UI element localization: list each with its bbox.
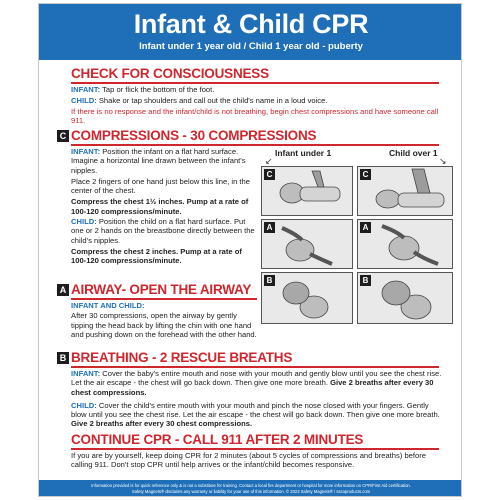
col-head-infant: Infant under 1 <box>275 148 332 158</box>
consciousness-rule <box>71 82 439 84</box>
content <box>39 60 462 480</box>
breathing-child-label: CHILD: <box>71 400 97 410</box>
page-subtitle: Infant under 1 year old / Child 1 year old - puberty <box>139 41 363 52</box>
continue-text: If you are by yourself, keep doing CPR for 2 minutes (about 5 cycles of compressions and breaths) before calling 911. Don't stop CPR until help arrives or the infant/child becomes responsive. <box>71 451 426 470</box>
consciousness-warning: If there is no response and the infant/child is not breathing, begin chest compressions and have someone call 911. <box>71 106 439 125</box>
footer <box>39 480 462 497</box>
airway-title: AIRWAY- OPEN THE AIRWAY <box>71 282 252 297</box>
infant-breathing-illustration <box>262 273 353 324</box>
panel-c-infant <box>261 166 353 216</box>
continue-rule <box>71 448 439 450</box>
arrow-down-left-icon: ↙ <box>265 156 273 166</box>
compressions-child-text: Position the child on a flat hard surface. Put one or 2 hands on the breastbone directly between the child's nipples. <box>71 217 255 245</box>
compressions-rule <box>71 144 439 146</box>
panel-a-infant-label: A <box>264 222 275 233</box>
compressions-child-label: CHILD: <box>71 217 97 227</box>
panel-a-child-label: A <box>360 222 371 233</box>
compressions-text <box>71 147 257 267</box>
panel-b-infant <box>261 272 353 324</box>
panel-b-child <box>357 272 453 324</box>
airway-rule <box>71 298 257 300</box>
col-head-child: Child over 1 <box>389 148 438 158</box>
breathing-infant-bold: Give 2 breaths after every 30 chest compressions. <box>71 378 434 397</box>
page-title: Infant & Child CPR <box>133 9 369 39</box>
breathing-child-text: Cover the child's entire mouth with your mouth and pinch the nose closed with your fingers. Gently blow until you see the chest rise. Let the air escape - the chest will go back down. Then give one more breath. <box>71 400 440 420</box>
breathing-title: BREATHING - 2 RESCUE BREATHS <box>71 350 293 365</box>
consciousness-infant-label: INFANT: <box>71 85 101 94</box>
child-compression-illustration <box>358 167 453 216</box>
panel-a-child <box>357 219 453 269</box>
panel-c-child <box>357 166 453 216</box>
compressions-infant-text: Position the infant on a flat hard surface. Imagine a horizontal line drawn between the infant's nipples. <box>71 147 246 175</box>
breathing-rule <box>71 366 439 368</box>
panel-a-infant <box>261 219 353 269</box>
consciousness-title: CHECK FOR CONSCIOUSNESS <box>71 66 269 81</box>
compressions-infant-label: INFANT: <box>71 147 101 156</box>
consciousness-child-text: Shake or tap shoulders and call out the child's name in a loud voice. <box>98 96 328 106</box>
infant-compression-illustration <box>262 167 353 216</box>
consciousness-child-label: CHILD: <box>71 96 97 106</box>
compressions-infant-text2: Place 2 fingers of one hand just below this line, in the center of the chest. <box>71 176 250 196</box>
compressions-infant-bold: Compress the chest 1½ inches. Pump at a rate of 100-120 compressions/minute. <box>71 197 249 216</box>
compressions-badge: C <box>57 130 69 142</box>
footer-line2: Safety Magnets® disclaims any warranty or liability for your use of this information. © 2023 Safety Magnets® / sscoproducts.com <box>131 488 371 494</box>
arrow-down-right-icon: ↘ <box>439 156 447 166</box>
breathing-infant-label: INFANT: <box>71 369 101 378</box>
airway-body: After 30 compressions, open the airway by gently tipping the head back by lifting the chin with one hand and pushing down on the forehead with the other hand. <box>71 311 257 339</box>
infant-airway-illustration <box>262 220 353 269</box>
header <box>39 4 462 60</box>
child-airway-illustration <box>358 220 453 269</box>
cpr-card <box>38 3 462 497</box>
compressions-title: COMPRESSIONS - 30 COMPRESSIONS <box>71 128 317 143</box>
airway-badge: A <box>57 284 69 296</box>
airway-text <box>71 301 257 340</box>
breathing-child-bold: Give 2 breaths after every 30 chest compressions. <box>71 419 253 429</box>
panel-c-child-label: C <box>360 169 371 180</box>
consciousness-text <box>71 85 443 126</box>
footer-line1: Information provided is for quick reference only & is not a substitute for training. Contact a local fire department or hospital for more information on CPR/First Aid certification. <box>91 483 411 488</box>
breathing-text <box>71 369 443 430</box>
panel-c-infant-label: C <box>264 169 275 180</box>
panel-b-infant-label: B <box>264 275 275 286</box>
airway-label: INFANT AND CHILD: <box>71 301 145 310</box>
compressions-child-bold: Compress the chest 2 inches. Pump at a rate of 100-120 compressions/minute. <box>71 246 242 266</box>
continue-title: CONTINUE CPR - CALL 911 AFTER 2 MINUTES <box>71 432 364 447</box>
panel-b-child-label: B <box>360 275 371 286</box>
breathing-badge: B <box>57 352 69 364</box>
child-breathing-illustration <box>358 273 453 324</box>
consciousness-infant-text: Tap or flick the bottom of the foot. <box>102 85 215 94</box>
breathing-infant-text: Cover the baby's entire mouth and nose with your mouth and gently blow until you see the chest rise. Let the air escape - the chest will go back down. Then give one more breath. <box>71 369 442 388</box>
